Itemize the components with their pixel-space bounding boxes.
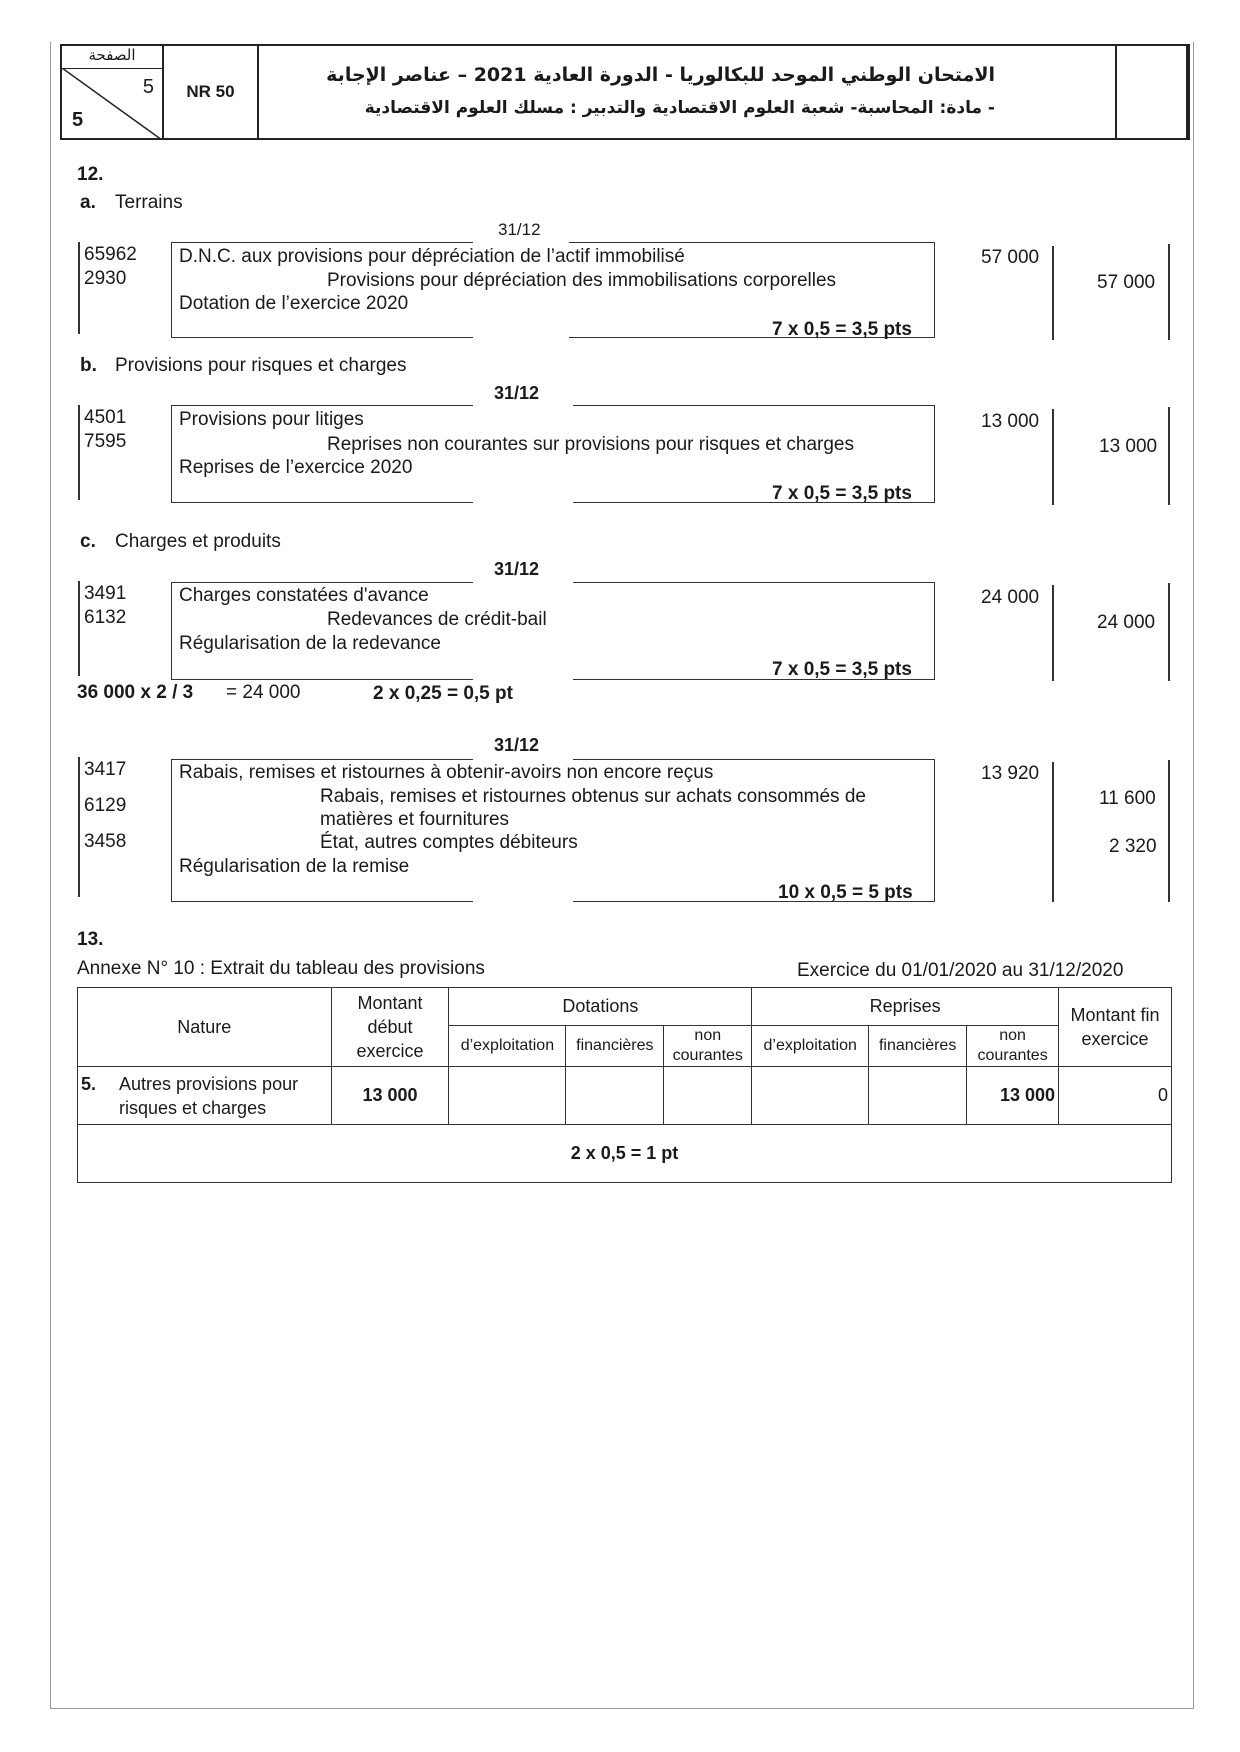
- entry-c2-account-credit-1: 6129: [84, 795, 127, 816]
- entry-b-account-credit: 7595: [84, 431, 127, 452]
- entry-c2-account-credit-2: 3458: [84, 831, 127, 852]
- sub-rep-exploitation: d’exploitation: [752, 1026, 869, 1067]
- row-dot-financieres: [566, 1067, 664, 1125]
- provisions-table: [77, 987, 1172, 1183]
- entry-c1-credit-label: Redevances de crédit-bail: [327, 609, 547, 630]
- entry-a-credit-amount: 57 000: [1097, 272, 1156, 293]
- entry-c1-debit-label: Charges constatées d'avance: [179, 585, 429, 606]
- entry-c2-credit-label-1b: matières et fournitures: [320, 809, 510, 830]
- question-12-number: 12.: [77, 164, 104, 185]
- entry-b-debit-label: Provisions pour litiges: [179, 409, 364, 430]
- entry-a-debit-label: D.N.C. aux provisions pour dépréciation de l’actif immobilisé: [179, 246, 685, 267]
- entry-a-credit-label: Provisions pour dépréciation des immobilisations corporelles: [327, 270, 837, 291]
- sub-rep-non-courantes: non courantes: [967, 1026, 1059, 1067]
- row-rep-non-courantes: 13 000: [967, 1067, 1059, 1125]
- sub-dot-non-courantes: non courantes: [664, 1026, 752, 1067]
- entry-c2-credit-label-2: État, autres comptes débiteurs: [320, 832, 578, 853]
- entry-b-credit-amount: 13 000: [1099, 436, 1158, 457]
- row-rep-exploitation: [752, 1067, 869, 1125]
- row-dot-non-courantes: [664, 1067, 752, 1125]
- entry-a-score: 7 x 0,5 = 3,5 pts: [772, 319, 912, 340]
- table-score-row: [78, 1125, 1172, 1183]
- table-row: [78, 1067, 1172, 1125]
- sub-rep-financieres: financières: [869, 1026, 967, 1067]
- entry-c2-score: 10 x 0,5 = 5 pts: [778, 882, 913, 903]
- entry-b-debit-amount: 13 000: [981, 411, 1040, 432]
- row-end-amount: 0: [1059, 1067, 1172, 1125]
- entry-b-score: 7 x 0,5 = 3,5 pts: [772, 483, 912, 504]
- entry-a-memo: Dotation de l’exercice 2020: [179, 293, 409, 314]
- entry-b-memo: Reprises de l’exercice 2020: [179, 457, 413, 478]
- part-a-title: Terrains: [115, 192, 183, 213]
- entry-a-debit-amount: 57 000: [981, 247, 1040, 268]
- blank-cell: [1117, 46, 1188, 138]
- header-dotations: Dotations: [449, 988, 752, 1026]
- part-c-title: Charges et produits: [115, 531, 281, 552]
- code-cell: [164, 46, 259, 138]
- entry-c1-account-credit: 6132: [84, 607, 127, 628]
- table-score: 2 x 0,5 = 1 pt: [78, 1125, 1172, 1183]
- part-b-letter: b.: [80, 355, 97, 376]
- row-start-amount: 13 000: [331, 1067, 449, 1125]
- row-nature: 5. Autres provisions pour risques et charges: [78, 1067, 332, 1125]
- entry-c2-account-debit: 3417: [84, 759, 127, 780]
- entry-c2-credit-label-1a: Rabais, remises et ristournes obtenus sur achats consommés de: [320, 786, 866, 807]
- exam-header: [60, 44, 1190, 140]
- part-b-title: Provisions pour risques et charges: [115, 355, 407, 376]
- entry-c1-debit-amount: 24 000: [981, 587, 1040, 608]
- entry-b-date: 31/12: [494, 383, 540, 403]
- sub-dot-exploitation: d’exploitation: [449, 1026, 566, 1067]
- annex-title: Annexe N° 10 : Extrait du tableau des provisions: [77, 958, 485, 979]
- sub-dot-financieres: financières: [566, 1026, 664, 1067]
- header-reprises: Reprises: [752, 988, 1059, 1026]
- exam-code: NR 50: [186, 82, 235, 101]
- title-cell: [259, 46, 1117, 138]
- header-nature: Nature: [78, 988, 332, 1067]
- entry-c2-date: 31/12: [494, 735, 540, 755]
- question-13-number: 13.: [77, 929, 104, 950]
- calc-result: = 24 000: [226, 682, 301, 703]
- page-total: 5: [72, 109, 84, 131]
- entry-c2-memo: Régularisation de la remise: [179, 856, 410, 877]
- part-c-letter: c.: [80, 531, 96, 552]
- entry-c1-account-debit: 3491: [84, 583, 127, 604]
- entry-c1-memo: Régularisation de la redevance: [179, 633, 441, 654]
- calc-score: 2 x 0,25 = 0,5 pt: [373, 683, 513, 704]
- entry-a-account-debit: 65962: [84, 244, 137, 265]
- row-dot-exploitation: [449, 1067, 566, 1125]
- row-rep-financieres: [869, 1067, 967, 1125]
- entry-c2-credit-amount-2: 2 320: [1109, 836, 1157, 857]
- entry-c2-debit-label: Rabais, remises et ristournes à obtenir-avoirs non encore reçus: [179, 762, 714, 783]
- calc-expression: 36 000 x 2 / 3: [77, 682, 194, 703]
- exam-title: الامتحان الوطني الموحد للبكالوريا - الدورة العادية 2021 – عناصر الإجابة: [326, 64, 995, 86]
- header-end-amount: Montant fin exercice: [1059, 988, 1172, 1067]
- page-number-cell: [62, 46, 164, 138]
- entry-c2-debit-amount: 13 920: [981, 763, 1040, 784]
- entry-c2-credit-amount-1: 11 600: [1099, 788, 1156, 809]
- part-a-letter: a.: [80, 192, 96, 213]
- entry-b-credit-label: Reprises non courantes sur provisions pour risques et charges: [327, 434, 854, 455]
- page-number: 5: [142, 76, 154, 98]
- entry-c1-credit-amount: 24 000: [1097, 612, 1156, 633]
- entry-c1-date: 31/12: [494, 559, 540, 579]
- entry-a-account-credit: 2930: [84, 268, 127, 289]
- entry-a-date: 31/12: [498, 220, 541, 239]
- annex-period: Exercice du 01/01/2020 au 31/12/2020: [797, 960, 1124, 981]
- entry-b-account-debit: 4501: [84, 407, 127, 428]
- page-label: الصفحة: [62, 46, 162, 69]
- entry-c1-score: 7 x 0,5 = 3,5 pts: [772, 659, 912, 680]
- exam-subject: - مادة: المحاسبة- شعبة العلوم الاقتصادية والتدبير : مسلك العلوم الاقتصادية: [364, 98, 995, 118]
- table-header-row-1: [78, 988, 1172, 1026]
- header-start-amount: Montant début exercice: [331, 988, 449, 1067]
